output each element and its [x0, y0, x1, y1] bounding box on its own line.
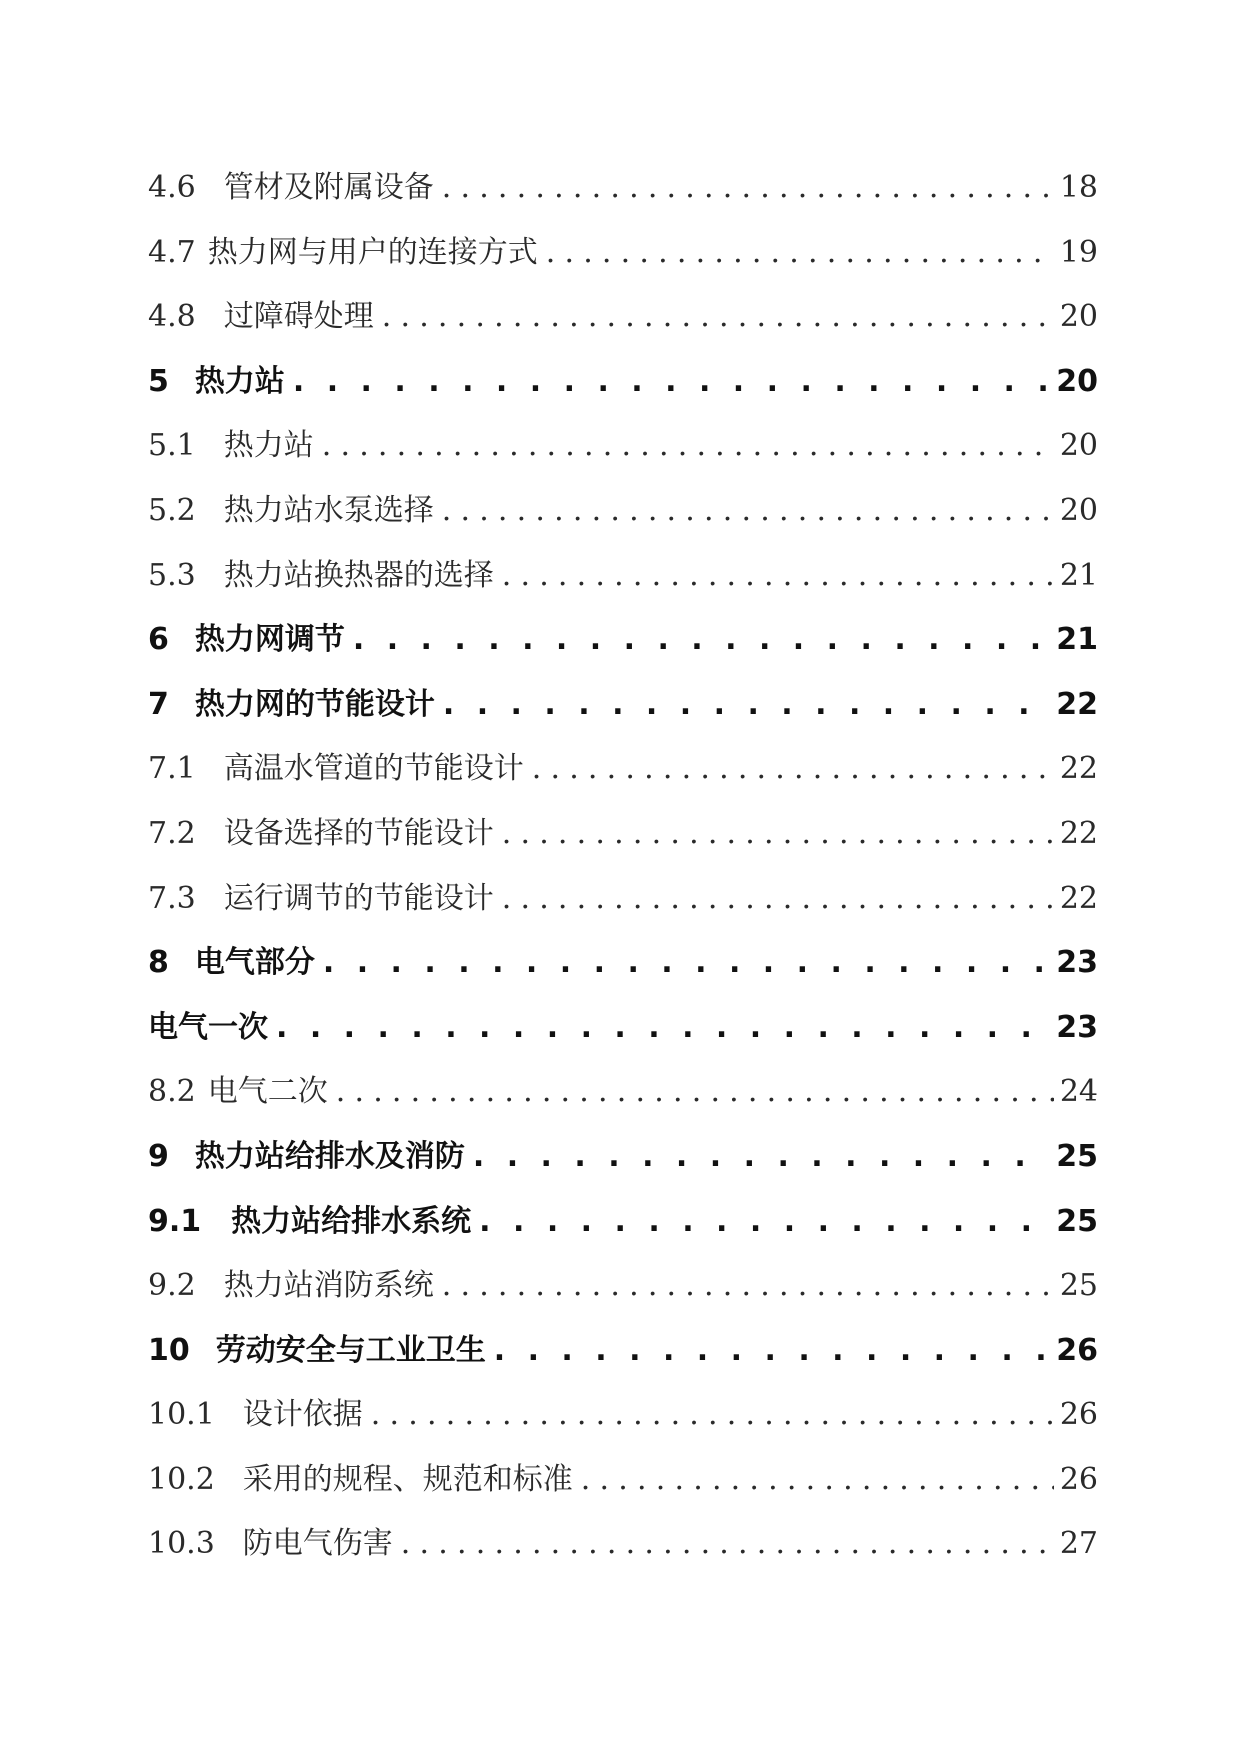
toc-entry[interactable]	[148, 350, 1098, 415]
dot-leader	[502, 544, 1054, 609]
dot-leader	[473, 1125, 1050, 1190]
toc-entry-page-number: 27	[1059, 1526, 1098, 1562]
dot-leader	[323, 931, 1050, 996]
dot-leader	[502, 802, 1054, 867]
dot-leader	[443, 673, 1050, 738]
toc-entry-number: 9.2	[148, 1268, 196, 1304]
toc-entry-number: 4.7	[148, 234, 196, 270]
dot-leader	[442, 1254, 1054, 1319]
toc-entry[interactable]	[148, 608, 1098, 673]
toc-entry-number: 10.2	[148, 1461, 215, 1497]
toc-entry-page-number: 25	[1059, 1268, 1098, 1304]
toc-entry-page-number: 23	[1056, 945, 1098, 981]
toc-entry-title: 热力网与用户的连接方式	[207, 234, 538, 270]
toc-entry-page-number: 20	[1059, 299, 1098, 335]
toc-entry[interactable]	[148, 673, 1098, 738]
toc-entry-title: 热力站消防系统	[223, 1268, 434, 1304]
toc-entry-title: 热力站	[223, 428, 314, 464]
table-of-contents	[148, 156, 1098, 1577]
toc-entry-title: 过障碍处理	[223, 299, 374, 335]
dot-leader	[502, 867, 1054, 932]
dot-leader	[353, 608, 1050, 673]
toc-entry[interactable]	[148, 285, 1098, 350]
dot-leader	[322, 414, 1054, 479]
dot-leader	[532, 737, 1054, 802]
toc-entry-title: 电气二次	[207, 1074, 328, 1110]
toc-entry[interactable]	[148, 414, 1098, 479]
toc-entry[interactable]	[148, 1190, 1098, 1255]
toc-entry-page-number: 18	[1059, 170, 1098, 205]
toc-entry-number: 9.1	[148, 1203, 202, 1239]
toc-entry-title: 设备选择的节能设计	[223, 815, 494, 851]
dot-leader	[371, 1383, 1054, 1448]
toc-entry-number: 7.1	[148, 751, 196, 787]
dot-leader	[479, 1190, 1050, 1255]
toc-entry-page-number: 24	[1059, 1074, 1098, 1110]
toc-entry-page-number: 20	[1059, 428, 1098, 464]
toc-entry-title: 采用的规程、规范和标准	[242, 1461, 573, 1497]
toc-entry-title: 管材及附属设备	[223, 170, 434, 205]
toc-entry-page-number: 21	[1056, 622, 1098, 658]
toc-entry-number: 10.3	[148, 1526, 215, 1562]
toc-entry-number: 7	[148, 686, 169, 722]
toc-entry-title: 防电气伤害	[242, 1526, 393, 1562]
dot-leader	[581, 1448, 1054, 1513]
toc-entry-number: 7.2	[148, 815, 196, 851]
toc-entry-page-number: 22	[1059, 815, 1098, 851]
toc-entry[interactable]	[148, 221, 1098, 286]
toc-entry-page-number: 25	[1056, 1203, 1098, 1239]
toc-entry-number: 8.2	[148, 1074, 196, 1110]
toc-entry-number: 9	[148, 1138, 169, 1174]
toc-entry-number: 5	[148, 363, 169, 399]
toc-entry-page-number: 22	[1059, 880, 1098, 916]
toc-entry[interactable]	[148, 1383, 1098, 1448]
toc-entry-page-number: 22	[1056, 686, 1098, 722]
toc-entry-page-number: 22	[1059, 751, 1098, 787]
toc-entry-number: 10	[148, 1332, 190, 1368]
toc-entry[interactable]	[148, 544, 1098, 609]
toc-entry-page-number: 26	[1059, 1397, 1098, 1433]
toc-entry[interactable]	[148, 1060, 1098, 1125]
dot-leader	[276, 996, 1050, 1061]
toc-entry[interactable]	[148, 931, 1098, 996]
toc-entry-page-number: 23	[1056, 1009, 1098, 1045]
toc-entry-title: 劳动安全与工业卫生	[215, 1332, 486, 1368]
toc-entry-title: 热力站给排水系统	[231, 1203, 472, 1239]
toc-entry-page-number: 25	[1056, 1138, 1098, 1174]
toc-entry-title: 热力站换热器的选择	[223, 557, 494, 593]
dot-leader	[382, 285, 1054, 350]
dot-leader	[494, 1319, 1051, 1384]
toc-entry-page-number: 21	[1059, 557, 1098, 593]
toc-entry-page-number: 20	[1059, 492, 1098, 528]
toc-entry[interactable]	[148, 867, 1098, 932]
toc-entry-title: 热力网的节能设计	[194, 686, 435, 722]
toc-entry-number: 5.2	[148, 492, 196, 528]
toc-entry[interactable]	[148, 1448, 1098, 1513]
toc-entry[interactable]	[148, 1254, 1098, 1319]
dot-leader	[293, 350, 1050, 415]
toc-entry-number: 5.1	[148, 428, 196, 464]
toc-entry[interactable]	[148, 996, 1098, 1061]
toc-entry-number: 4.8	[148, 299, 196, 335]
toc-entry-page-number: 26	[1056, 1332, 1098, 1368]
toc-entry[interactable]	[148, 737, 1098, 802]
toc-entry-title: 电气一次	[148, 1009, 268, 1045]
toc-entry-number: 5.3	[148, 557, 196, 593]
dot-leader	[401, 1512, 1054, 1577]
toc-entry-title: 设计依据	[242, 1397, 363, 1433]
toc-entry[interactable]	[148, 802, 1098, 867]
toc-entry-title: 运行调节的节能设计	[223, 880, 494, 916]
toc-entry-number: 6	[148, 622, 169, 658]
toc-entry-page-number: 26	[1059, 1461, 1098, 1497]
toc-entry[interactable]	[148, 1125, 1098, 1190]
toc-entry-number: 4.6	[148, 170, 196, 205]
toc-entry-page-number: 19	[1059, 234, 1098, 270]
toc-entry[interactable]	[148, 479, 1098, 544]
toc-entry-title: 高温水管道的节能设计	[223, 751, 524, 787]
dot-leader	[442, 479, 1054, 544]
dot-leader	[442, 156, 1054, 221]
toc-entry-title: 热力站给排水及消防	[194, 1138, 465, 1174]
toc-entry-number: 7.3	[148, 880, 196, 916]
toc-entry[interactable]	[148, 1512, 1098, 1577]
toc-entry-number: 8	[148, 945, 169, 981]
toc-entry-title: 热力站水泵选择	[223, 492, 434, 528]
dot-leader	[336, 1060, 1054, 1125]
toc-entry-title: 电气部分	[194, 945, 315, 981]
toc-entry-title: 热力站	[194, 363, 285, 399]
toc-entry[interactable]	[148, 1319, 1098, 1384]
toc-entry[interactable]	[148, 156, 1098, 221]
toc-entry-page-number: 20	[1056, 363, 1098, 399]
toc-entry-title: 热力网调节	[194, 622, 345, 658]
toc-entry-number: 10.1	[148, 1397, 215, 1433]
dot-leader	[546, 221, 1054, 286]
